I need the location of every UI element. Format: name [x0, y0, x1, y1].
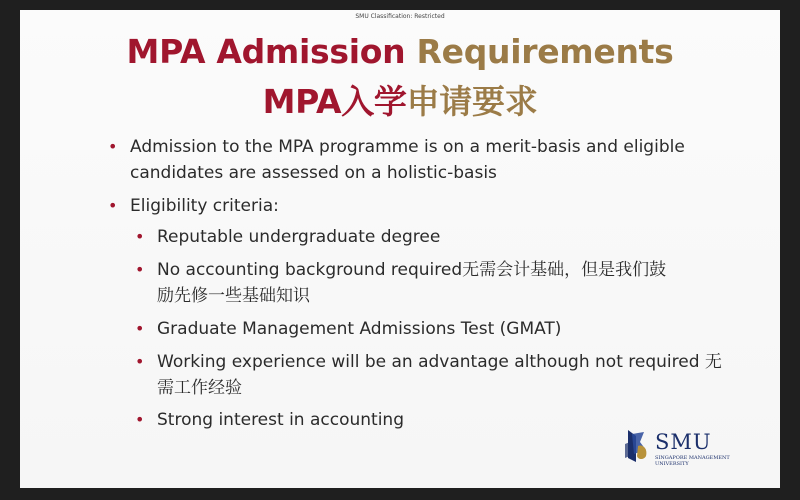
sub-bullet-item — [135, 407, 404, 433]
bullet-item — [108, 134, 685, 186]
bullet-line: Strong interest in accounting — [157, 410, 404, 430]
sub-bullet-item — [135, 316, 562, 342]
logo-subtitle — [655, 455, 735, 467]
bullet-dot-icon: • — [108, 137, 118, 156]
bullet-line: Eligibility criteria: — [130, 196, 279, 216]
classification-label: SMU Classification: Restricted — [355, 13, 445, 20]
bullet-dot-icon: • — [108, 196, 118, 215]
bullet-dot-icon: • — [135, 227, 145, 246]
bullet-line: candidates are assessed on a holistic-basis — [130, 163, 497, 183]
bullet-line: Graduate Management Admissions Test (GMAT) — [157, 319, 562, 339]
bullet-line: 励先修一些基础知识 — [157, 286, 310, 306]
bullet-item — [108, 193, 279, 219]
bullet-line: Working experience will be an advantage although not required 无 — [157, 352, 722, 372]
bullet-dot-icon: • — [135, 410, 145, 429]
title-cn-part-gold: 申请要求 — [406, 82, 538, 121]
title-cn-part-red: MPA入学 — [262, 82, 407, 121]
bullet-dot-icon: • — [135, 352, 145, 371]
bullet-line: Admission to the MPA programme is on a merit-basis and eligible — [130, 137, 685, 157]
bullet-list — [20, 10, 780, 488]
logo-subtitle-line: SINGAPORE MANAGEMENT — [655, 455, 730, 461]
smu-crest-icon — [622, 428, 652, 464]
bullet-line: 需工作经验 — [157, 378, 242, 398]
title-part-red: MPA Admission — [126, 32, 406, 71]
smu-logo — [622, 428, 762, 474]
sub-bullet-item — [135, 257, 667, 309]
bullet-dot-icon: • — [135, 260, 145, 279]
bullet-dot-icon: • — [135, 319, 145, 338]
bullet-line: Reputable undergraduate degree — [157, 227, 441, 247]
sub-bullet-item — [135, 224, 441, 250]
sub-bullet-item — [135, 349, 722, 401]
logo-text: SMU — [655, 430, 712, 454]
title-part-gold: Requirements — [416, 32, 674, 71]
logo-subtitle-line: UNIVERSITY — [655, 461, 689, 467]
slide — [20, 10, 780, 488]
bullet-line: No accounting background required无需会计基础，但是我们鼓 — [157, 260, 667, 280]
